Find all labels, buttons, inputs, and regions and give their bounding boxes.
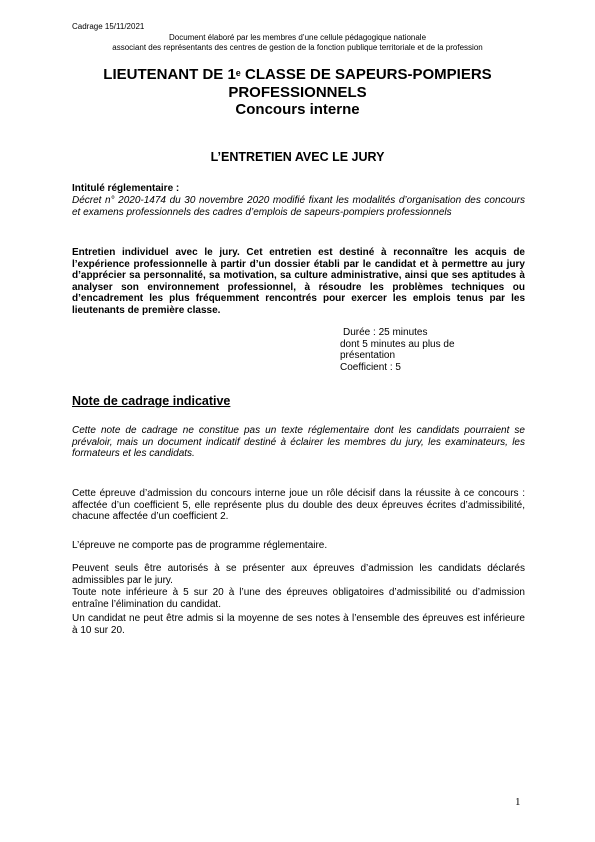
- document-title: [60, 66, 535, 119]
- section-title: L’ENTRETIEN AVEC LE JURY: [210, 150, 385, 164]
- title-line-1: [60, 66, 535, 84]
- title-line-3: Concours interne: [235, 101, 360, 118]
- cadrage-disclaimer: Cette note de cadrage ne constitue pas un texte réglementaire dont les candidats pourraient se prévaloir, mais un document indicatif destiné à éclairer les membres du jury, les examinateurs, les formateurs et les candidats.: [72, 425, 525, 459]
- origin-line-2: associant des représentants des centres de gestion de la fonction publique territoriale et de la profession: [112, 43, 483, 52]
- paragraph-coefficient: Cette épreuve d’admission du concours interne joue un rôle décisif dans la réussite à ce concours : affectée d’un coefficient 5, elle représente plus du double des deux épreuves écrites d’admissibilité, chacune affectée d’un coefficient 2.: [72, 488, 525, 522]
- duree-presentation-line-2: présentation: [340, 350, 396, 361]
- paragraph-moyenne: Un candidat ne peut être admis si la moyenne de ses notes à l’ensemble des épreuves est inférieure à 10 sur 20.: [72, 613, 525, 636]
- title-line-1-end: CLASSE DE SAPEURS-POMPIERS: [240, 66, 492, 83]
- title-line-1-start: LIEUTENANT DE 1: [103, 66, 236, 83]
- duree-presentation-line: dont 5 minutes au plus de: [340, 338, 455, 350]
- cadrage-date: Cadrage 15/11/2021: [72, 22, 145, 31]
- note-heading: Note de cadrage indicative: [72, 394, 231, 408]
- entretien-description: Entretien individuel avec le jury. Cet entretien est destiné à reconnaître les acquis de l’expérience professionnelle à partir d’un dossier établi par le candidat et à permettre au jury d’apprécier sa personnalité, sa motivation, sa culture administrative, ainsi que ses aptitudes à analyser son environnement professionnel, à résoudre les problèmes techniques ou d’encadrement les plus fréquemment rencontrés pour exercer les emplois tenus par les lieutenants de première classe.: [72, 247, 525, 316]
- duree-line: Durée : 25 minutes: [343, 327, 428, 338]
- duree-coefficient-block: [340, 327, 460, 373]
- intitule-label: Intitulé réglementaire :: [72, 183, 180, 194]
- title-ordinal-suffix: e: [235, 68, 241, 78]
- paragraph-elimination: Toute note inférieure à 5 sur 20 à l’une des épreuves obligatoires d’admissibilité ou d’admission entraîne l’élimination du candidat.: [72, 587, 525, 610]
- title-line-2: PROFESSIONNELS: [228, 83, 367, 101]
- paragraph-programme: L’épreuve ne comporte pas de programme réglementaire.: [72, 540, 328, 551]
- paragraph-admissibles: Peuvent seuls être autorisés à se présenter aux épreuves d’admission les candidats déclarés admissibles par le jury.: [72, 563, 525, 586]
- document-origin-header: [60, 33, 535, 53]
- decret-reference: Décret n° 2020-1474 du 30 novembre 2020 modifié fixant les modalités d’organisation des concours et examens professionnels des cadres d’emplois de sapeurs-pompiers professionnels: [72, 195, 525, 218]
- coefficient-line: Coefficient : 5: [340, 361, 401, 373]
- origin-line-1: Document élaboré par les membres d’une cellule pédagogique nationale: [168, 33, 427, 42]
- page-number: 1: [515, 796, 521, 808]
